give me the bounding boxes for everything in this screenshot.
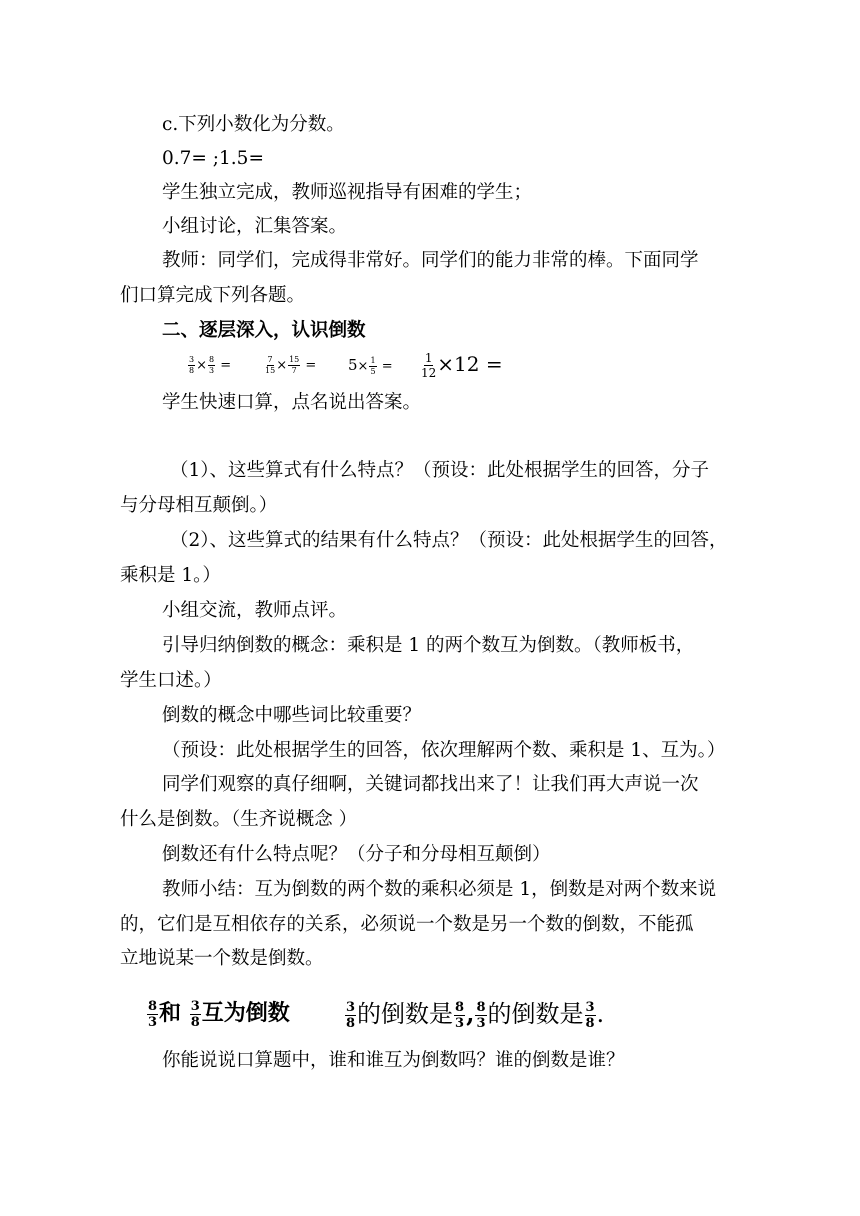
- text-line: 引导归纳倒数的概念：乘积是 1 的两个数互为倒数。（教师板书，: [162, 635, 695, 656]
- text-line: 小组交流，教师点评。: [162, 600, 348, 621]
- oral-calc-row: [0, 352, 860, 382]
- text-line: 倒数还有什么特点呢？（分子和分母相互颠倒）: [162, 844, 551, 865]
- text-line: 教师：同学们，完成得非常好。同学们的能力非常的棒。下面同学: [162, 250, 699, 271]
- text-line: 们口算完成下列各题。: [120, 285, 306, 306]
- expression-2: $\frac{7}{15}$ × $\frac{15}{7}$ =: [265, 355, 317, 375]
- text-line: 学生独立完成，教师巡视指导有困难的学生；: [162, 182, 533, 203]
- expression-1: $\frac{3}{8}$ × $\frac{8}{3}$ =: [189, 355, 232, 375]
- text-line: 教师小结：互为倒数的两个数的乘积必须是 1，倒数是对两个数来说: [162, 879, 717, 900]
- reciprocal-row: [0, 990, 860, 1036]
- expression-3: 5× $\frac{1}{5}$ =: [348, 356, 393, 376]
- text-line: 的，它们是互相依存的关系，必须说一个数是另一个数的倒数，不能孤: [120, 914, 694, 935]
- text-line: 学生快速口算，点名说出答案。: [162, 392, 422, 413]
- text-line: 乘积是 1。）: [120, 565, 221, 586]
- expression-4: $\frac{1}{12}$ ×12 =: [421, 351, 503, 380]
- text-line: 你能说说口算题中，谁和谁互为倒数吗？谁的倒数是谁？: [162, 1050, 625, 1071]
- text-line: 小组讨论，汇集答案。: [162, 216, 348, 237]
- text-line: 0.7= ;1.5=: [162, 148, 264, 169]
- text-line: c.下列小数化为分数。: [162, 114, 345, 135]
- text-line: 什么是倒数。（生齐说概念 ）: [120, 809, 358, 830]
- text-line: 学生口述。）: [120, 670, 222, 691]
- text-line: （2）、这些算式的结果有什么特点？（预设：此处根据学生的回答，: [170, 530, 728, 551]
- text-line: 与分母相互颠倒。）: [120, 495, 278, 516]
- text-line: （预设：此处根据学生的回答，依次理解两个数、乘积是 1、互为。）: [162, 740, 726, 761]
- text-line: 同学们观察的真仔细啊，关键词都找出来了！让我们再大声说一次: [162, 774, 699, 795]
- reciprocal-each-other-statement: $\frac{3}{8}$ 的倒数是 $\frac{8}{3}$ , $\frac{8}{3}$ 的倒数是 $\frac{3}{8}$ .: [346, 999, 605, 1031]
- text-line: （1）、这些算式有什么特点？（预设：此处根据学生的回答，分子: [170, 460, 710, 481]
- text-line: 倒数的概念中哪些词比较重要？: [162, 705, 422, 726]
- text-line: 立地说某一个数是倒数。: [120, 948, 324, 969]
- reciprocal-pair-statement: $\frac{8}{3}$ 和 $\frac{3}{8}$ 互为倒数: [148, 998, 290, 1030]
- section-heading: 二、逐层深入，认识倒数: [162, 320, 366, 341]
